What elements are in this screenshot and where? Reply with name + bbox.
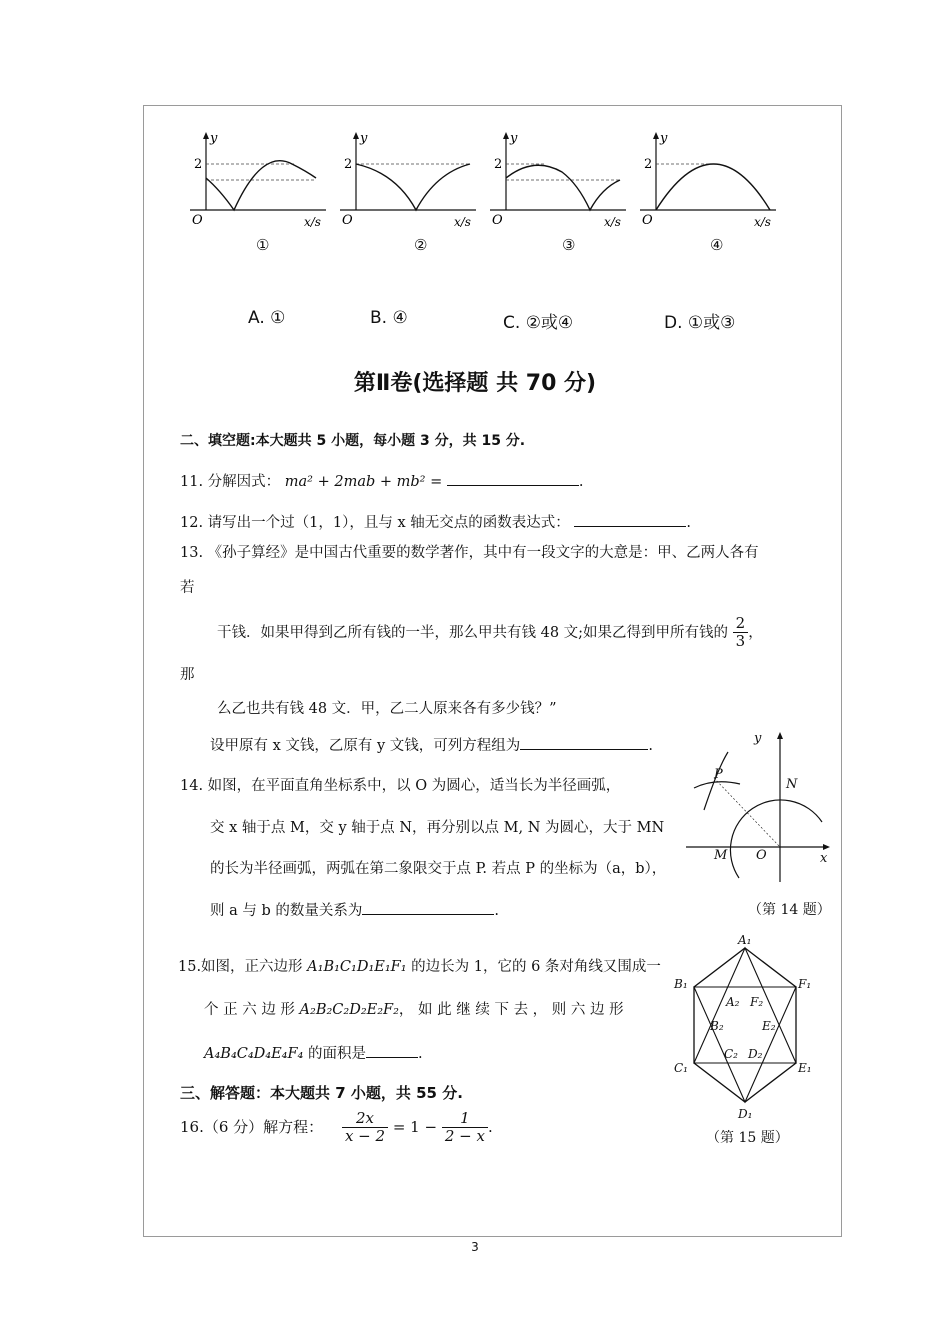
graph-3-label: ③ — [562, 236, 576, 254]
q13-line2: 若 — [180, 580, 195, 596]
q16-prefix: 16.（6 分）解方程： — [180, 1117, 324, 1136]
fig14-o-label: O — [756, 848, 767, 863]
section-title: 第Ⅱ卷(选择题 共 70 分) — [353, 371, 597, 396]
q16-end: . — [487, 1117, 493, 1136]
q12-suffix: . — [686, 515, 691, 531]
graph-2 — [336, 128, 481, 248]
graph-2-origin: O — [342, 213, 353, 228]
page-number: 3 — [471, 1240, 479, 1254]
option-a-letter: A. — [248, 308, 265, 328]
q14-line2: 交 x 轴于点 M，交 y 轴于点 N，再分别以点 M, N 为圆心，大于 MN — [210, 820, 665, 836]
option-b-letter: B. — [370, 308, 388, 328]
graph-2-tick: 2 — [344, 157, 353, 172]
section2-heading: 二、填空题:本大题共 5 小题，每小题 3 分，共 15 分. — [180, 433, 526, 449]
q15-line1c: 的边长为 1，它的 6 条对角线又围成一 — [406, 959, 661, 975]
fig14-m-label: M — [714, 848, 728, 863]
q16-eq: = 1 − — [392, 1117, 438, 1136]
hex-label-b1: B₁ — [674, 977, 688, 991]
graph-3-xlabel: x/s — [604, 215, 621, 229]
option-d[interactable] — [664, 308, 735, 333]
q13-answer-blank[interactable] — [520, 748, 648, 750]
fig14-p-label: P — [714, 767, 723, 782]
fig14-y-label: y — [754, 731, 762, 746]
q16-rhs-den: 2 − x — [444, 1127, 485, 1146]
q15-answer-blank[interactable] — [366, 1056, 418, 1058]
q13-line4: 那 — [180, 667, 195, 683]
q15-line1a: 15.如图，正六边形 — [178, 959, 308, 975]
q13-line5: 么乙也共有钱 48 文．甲，乙二人原来各有多少钱？” — [217, 701, 557, 717]
q15-line1 — [178, 955, 661, 976]
graph-4-tick: 2 — [644, 157, 653, 172]
q11-expression: ma² + 2mab + mb² = — [284, 474, 443, 490]
q13-frac-num: 2 — [733, 615, 749, 633]
option-d-text: ①或③ — [687, 313, 736, 333]
fig14-n-label: N — [786, 777, 798, 792]
hex-label-a1: A₁ — [738, 933, 752, 947]
q13-line1: 13. 《孙子算经》是中国古代重要的数学著作，其中有一段文字的大意是：甲、乙两人各有 — [180, 545, 759, 561]
q13-line6-text: 设甲原有 x 文钱，乙原有 y 文钱，可列方程组为 — [210, 738, 521, 754]
graph-3-origin: O — [492, 213, 503, 228]
graph-1-label: ① — [256, 236, 270, 254]
q12-text: 12. 请写出一个过（1，1），且与 x 轴无交点的函数表达式： — [180, 515, 570, 531]
q13-line3-end: ， — [748, 624, 763, 641]
question-11 — [180, 470, 583, 491]
question-16 — [180, 1110, 493, 1146]
graph-3-ylabel: y — [510, 131, 518, 146]
graph-3 — [486, 128, 631, 248]
fig14-x-label: x — [820, 851, 828, 866]
q15-hexagon1: A₁B₁C₁D₁E₁F₁ — [307, 959, 407, 975]
q13-line6-end: . — [648, 738, 653, 754]
q15-line3 — [204, 1042, 423, 1063]
graph-4 — [636, 128, 781, 248]
q13-frac-den: 3 — [735, 632, 746, 651]
option-b-text: ④ — [392, 308, 408, 328]
q11-answer-blank[interactable] — [447, 484, 579, 486]
figure-15-caption: （第 15 题） — [706, 1130, 789, 1146]
q14-line1: 14. 如图，在平面直角坐标系中，以 O 为圆心，适当长为半径画弧， — [180, 778, 621, 794]
q15-line2c: ， 如 此 继 续 下 去 ， 则 六 边 形 — [398, 1002, 624, 1018]
q16-lhs-num: 2x — [342, 1110, 388, 1128]
q13-line3 — [217, 615, 763, 651]
graph-3-tick: 2 — [494, 157, 503, 172]
q16-lhs-den: x − 2 — [344, 1127, 386, 1146]
graph-4-ylabel: y — [660, 131, 668, 146]
option-c-text: ②或④ — [525, 313, 574, 333]
section3-heading: 三、解答题：本大题共 7 小题，共 55 分. — [180, 1084, 463, 1102]
hex-label-b2: B₂ — [710, 1019, 724, 1033]
q13-line6 — [210, 734, 653, 755]
hex-label-f1: F₁ — [798, 977, 812, 991]
q16-rhs-fraction — [442, 1110, 488, 1146]
graph-1-ylabel: y — [210, 131, 218, 146]
graph-1 — [186, 128, 331, 248]
q14-line4-text: 则 a 与 b 的数量关系为 — [210, 903, 363, 919]
graph-4-label: ④ — [710, 236, 724, 254]
q11-suffix: . — [578, 474, 584, 490]
hex-label-d1: D₁ — [738, 1107, 753, 1121]
option-a[interactable] — [248, 308, 285, 328]
hex-label-d2: D₂ — [748, 1047, 763, 1061]
hex-label-e1: E₁ — [798, 1061, 812, 1075]
question-12 — [180, 511, 691, 532]
q15-hexagon2: A₂B₂C₂D₂E₂F₂ — [299, 1002, 399, 1018]
graph-2-xlabel: x/s — [454, 215, 471, 229]
hex-label-a2: A₂ — [726, 995, 740, 1009]
q15-line2a: 个 正 六 边 形 — [204, 1002, 300, 1018]
q14-line3: 的长为半径画弧，两弧在第二象限交于点 P. 若点 P 的坐标为（a，b）， — [210, 861, 667, 877]
q11-prefix: 11. 分解因式： — [180, 474, 281, 490]
graph-4-xlabel: x/s — [754, 215, 771, 229]
graph-1-xlabel: x/s — [304, 215, 321, 229]
graph-4-origin: O — [642, 213, 653, 228]
q16-lhs-fraction — [342, 1110, 388, 1146]
graph-1-origin: O — [192, 213, 203, 228]
graph-2-label: ② — [414, 236, 428, 254]
q13-fraction — [733, 615, 749, 651]
q14-answer-blank[interactable] — [362, 913, 494, 915]
hex-label-e2: E₂ — [762, 1019, 776, 1033]
option-b[interactable] — [370, 308, 408, 328]
q15-line2 — [204, 998, 624, 1019]
option-c[interactable] — [503, 308, 573, 333]
q14-line4-end: . — [494, 903, 499, 919]
q15-line3b: 的面积是 — [303, 1046, 366, 1062]
q13-line3-text: 干钱．如果甲得到乙所有钱的一半，那么甲共有钱 48 文;如果乙得到甲所有钱的 — [217, 624, 729, 641]
hex-label-c1: C₁ — [674, 1061, 688, 1075]
hex-label-f2: F₂ — [750, 995, 764, 1009]
q16-rhs-num: 1 — [442, 1110, 488, 1128]
q15-line3-end: . — [417, 1046, 423, 1062]
graph-1-tick: 2 — [194, 157, 203, 172]
q15-hexagon4: A₄B₄C₄D₄E₄F₄ — [204, 1046, 304, 1062]
graph-2-ylabel: y — [360, 131, 368, 146]
figure-14-caption: （第 14 题） — [748, 902, 831, 918]
q14-line4 — [210, 899, 499, 920]
option-d-letter: D. — [664, 313, 683, 333]
figure-14 — [684, 728, 834, 888]
option-c-letter: C. — [503, 313, 521, 333]
q12-answer-blank[interactable] — [574, 525, 686, 527]
option-a-text: ① — [270, 308, 286, 328]
hex-label-c2: C₂ — [724, 1047, 738, 1061]
figure-15 — [670, 930, 820, 1130]
